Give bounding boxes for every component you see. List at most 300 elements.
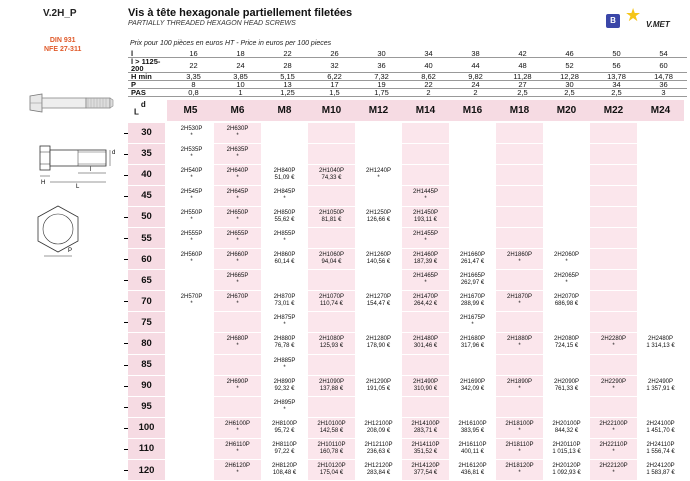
price-value: 1 556,74 € bbox=[646, 448, 675, 455]
article-code: 2H895P bbox=[273, 399, 296, 406]
price-value: * bbox=[377, 174, 380, 181]
article-code: 2H2065P bbox=[553, 273, 580, 280]
dimension-value: 34 bbox=[593, 81, 640, 89]
price-cell bbox=[496, 122, 543, 143]
dimension-value: 9,82 bbox=[452, 73, 499, 81]
size-header: M18 bbox=[496, 100, 543, 122]
price-value: 140,56 € bbox=[366, 259, 391, 266]
screw-dimension-drawing bbox=[28, 138, 120, 190]
article-code: 2H1240P bbox=[365, 167, 392, 174]
dimension-value: 24 bbox=[452, 81, 499, 89]
price-cell bbox=[402, 206, 449, 227]
article-code: 2H635P bbox=[226, 146, 249, 153]
dimension-value: 14,78 bbox=[640, 73, 687, 81]
price-cell bbox=[308, 417, 355, 438]
article-code: 2H14100P bbox=[411, 420, 440, 427]
article-code: 2H530P bbox=[180, 126, 203, 132]
price-value: * bbox=[236, 280, 239, 287]
dimension-value: 50 bbox=[593, 50, 640, 58]
price-cell bbox=[543, 333, 590, 354]
article-code: 2H18120P bbox=[505, 463, 534, 469]
price-cell bbox=[167, 143, 214, 164]
length-cell: 85 bbox=[128, 354, 167, 375]
dimension-value: 28 bbox=[264, 58, 311, 73]
article-code: 2H12110P bbox=[364, 441, 393, 448]
price-cell bbox=[402, 122, 449, 143]
article-code: 2H655P bbox=[226, 230, 249, 237]
article-code: 2H12120P bbox=[364, 463, 393, 469]
price-cell bbox=[402, 164, 449, 185]
price-cell bbox=[543, 270, 590, 291]
price-value: * bbox=[236, 385, 239, 392]
price-cell bbox=[214, 354, 261, 375]
price-cell bbox=[637, 375, 684, 396]
article-code: 2H18110P bbox=[505, 441, 534, 448]
price-cell bbox=[308, 333, 355, 354]
price-value: 1 015,13 € bbox=[552, 448, 581, 455]
price-value: * bbox=[612, 470, 615, 476]
length-cell: 55 bbox=[128, 227, 167, 248]
dimension-value: 30 bbox=[358, 50, 405, 58]
row-tick bbox=[124, 280, 128, 281]
price-cell bbox=[308, 354, 355, 375]
price-value: 686,98 € bbox=[554, 301, 579, 308]
size-header: M5 bbox=[167, 100, 214, 122]
price-value: 436,81 € bbox=[460, 470, 485, 476]
price-value: * bbox=[612, 448, 615, 455]
article-code: 2H1680P bbox=[459, 336, 486, 343]
dimensions-table bbox=[128, 50, 687, 97]
price-cell bbox=[543, 164, 590, 185]
price-cell bbox=[261, 333, 308, 354]
price-value: 76,78 € bbox=[274, 343, 295, 350]
length-cell: 80 bbox=[128, 333, 167, 354]
page-title: Vis à tête hexagonale partiellement filetées bbox=[128, 7, 353, 19]
price-value: 1 092,93 € bbox=[552, 470, 581, 476]
price-value: * bbox=[424, 195, 427, 202]
article-code: 2H24120P bbox=[646, 463, 675, 469]
price-cell bbox=[402, 291, 449, 312]
price-value: * bbox=[518, 301, 521, 308]
price-cell bbox=[214, 291, 261, 312]
article-code: 2H22100P bbox=[599, 420, 628, 427]
length-cell: 45 bbox=[128, 185, 167, 206]
article-code: 2H880P bbox=[273, 336, 296, 343]
dimension-value: 1,25 bbox=[264, 89, 311, 97]
table-row bbox=[128, 249, 684, 270]
article-code: 2H850P bbox=[273, 209, 296, 216]
dimension-value: 13 bbox=[264, 81, 311, 89]
article-code: 2H10100P bbox=[317, 420, 346, 427]
price-cell bbox=[496, 291, 543, 312]
price-cell bbox=[402, 354, 449, 375]
price-value: * bbox=[236, 470, 239, 476]
dimension-value: 32 bbox=[311, 58, 358, 73]
price-cell bbox=[308, 312, 355, 333]
price-cell bbox=[214, 122, 261, 143]
price-cell bbox=[308, 164, 355, 185]
price-value: 94,04 € bbox=[321, 259, 342, 266]
price-value: * bbox=[283, 364, 286, 371]
price-value: 351,52 € bbox=[413, 448, 438, 455]
price-cell bbox=[167, 354, 214, 375]
price-cell bbox=[496, 164, 543, 185]
price-cell bbox=[449, 227, 496, 248]
size-header: M20 bbox=[543, 100, 590, 122]
price-value: 95,72 € bbox=[274, 427, 295, 434]
price-cell bbox=[543, 312, 590, 333]
article-code: 2H14110P bbox=[411, 441, 440, 448]
article-code: 2H6110P bbox=[225, 441, 250, 448]
price-cell bbox=[590, 333, 637, 354]
price-cell bbox=[637, 206, 684, 227]
price-cell bbox=[261, 354, 308, 375]
dimension-value: 24 bbox=[217, 58, 264, 73]
dimension-label: l bbox=[128, 50, 170, 58]
article-code: 2H2070P bbox=[553, 294, 580, 301]
price-cell bbox=[308, 375, 355, 396]
price-cell bbox=[214, 249, 261, 270]
price-value: 73,01 € bbox=[274, 301, 295, 308]
price-value: 81,81 € bbox=[321, 216, 342, 223]
length-cell: 120 bbox=[128, 460, 167, 481]
article-code: 2H2490P bbox=[647, 378, 674, 385]
price-cell bbox=[261, 164, 308, 185]
price-cell bbox=[167, 375, 214, 396]
article-code: 2H690P bbox=[226, 378, 249, 385]
price-cell bbox=[214, 396, 261, 417]
price-cell bbox=[214, 227, 261, 248]
price-value: 126,66 € bbox=[366, 216, 391, 223]
article-code: 2H1490P bbox=[412, 378, 439, 385]
price-cell bbox=[308, 291, 355, 312]
price-cell bbox=[214, 270, 261, 291]
price-cell bbox=[308, 460, 355, 481]
price-cell bbox=[167, 206, 214, 227]
label-P: P bbox=[68, 248, 73, 254]
price-cell bbox=[496, 460, 543, 481]
dimension-value: 1,5 bbox=[311, 89, 358, 97]
dimension-row bbox=[128, 81, 687, 89]
price-value: * bbox=[236, 448, 239, 455]
dimension-value: 3 bbox=[640, 89, 687, 97]
dimension-value: 30 bbox=[546, 81, 593, 89]
article-code: 2H24100P bbox=[646, 420, 675, 427]
price-value: * bbox=[236, 343, 239, 350]
dimension-value: 44 bbox=[452, 58, 499, 73]
row-tick bbox=[124, 365, 128, 366]
article-code: 2H545P bbox=[180, 188, 203, 195]
price-cell bbox=[590, 185, 637, 206]
price-value: * bbox=[236, 301, 239, 308]
price-cell bbox=[496, 227, 543, 248]
dimension-value: 38 bbox=[452, 50, 499, 58]
price-cell bbox=[496, 354, 543, 375]
price-cell bbox=[308, 270, 355, 291]
dimension-value: 1 bbox=[217, 89, 264, 97]
price-value: * bbox=[518, 448, 521, 455]
price-value: * bbox=[612, 343, 615, 350]
price-cell bbox=[167, 333, 214, 354]
article-code: 2H6100P bbox=[224, 420, 251, 427]
price-cell bbox=[496, 249, 543, 270]
corner-d: d bbox=[140, 100, 146, 110]
article-code: 2H645P bbox=[226, 188, 249, 195]
price-value: 261,47 € bbox=[460, 259, 485, 266]
star-icon: ★ bbox=[625, 5, 642, 25]
price-cell bbox=[402, 333, 449, 354]
article-code: 2H8120P bbox=[271, 463, 298, 469]
price-cell bbox=[590, 164, 637, 185]
price-value: * bbox=[190, 237, 193, 244]
size-header: M8 bbox=[261, 100, 308, 122]
dimension-value: 27 bbox=[499, 81, 546, 89]
dimension-value: 7,32 bbox=[358, 73, 405, 81]
table-row bbox=[128, 333, 684, 354]
price-cell bbox=[167, 122, 214, 143]
price-cell bbox=[261, 312, 308, 333]
price-cell bbox=[261, 460, 308, 481]
price-value: 288,99 € bbox=[460, 301, 485, 308]
price-value: * bbox=[190, 133, 193, 139]
price-cell bbox=[449, 291, 496, 312]
price-cell bbox=[214, 312, 261, 333]
article-code: 2H24110P bbox=[646, 441, 675, 448]
price-cell bbox=[355, 185, 402, 206]
price-cell bbox=[402, 375, 449, 396]
price-cell bbox=[402, 396, 449, 417]
price-value: 55,62 € bbox=[274, 216, 295, 223]
dimension-value: 16 bbox=[170, 50, 217, 58]
label-H: H bbox=[41, 180, 46, 186]
price-cell bbox=[449, 122, 496, 143]
price-cell bbox=[637, 460, 684, 481]
length-cell: 60 bbox=[128, 249, 167, 270]
article-code: 2H16100P bbox=[458, 420, 487, 427]
dimension-value: 2,5 bbox=[546, 89, 593, 97]
price-value: * bbox=[518, 343, 521, 350]
size-header: M10 bbox=[308, 100, 355, 122]
row-tick bbox=[124, 154, 128, 155]
article-code: 2H1880P bbox=[506, 336, 533, 343]
dimension-label: H min bbox=[128, 73, 170, 81]
price-value: 60,14 € bbox=[274, 259, 295, 266]
article-code: 2H540P bbox=[180, 167, 203, 174]
row-tick bbox=[124, 301, 128, 302]
price-cell bbox=[355, 291, 402, 312]
price-cell bbox=[449, 460, 496, 481]
price-cell bbox=[543, 460, 590, 481]
price-cell bbox=[261, 417, 308, 438]
price-cell bbox=[496, 206, 543, 227]
article-code: 2H1090P bbox=[318, 378, 345, 385]
price-cell bbox=[402, 417, 449, 438]
price-cell bbox=[590, 438, 637, 459]
price-cell bbox=[449, 312, 496, 333]
price-value: 191,05 € bbox=[366, 385, 391, 392]
price-cell bbox=[261, 143, 308, 164]
price-value: 1 451,70 € bbox=[646, 427, 675, 434]
row-tick bbox=[124, 386, 128, 387]
price-cell bbox=[543, 227, 590, 248]
price-cell bbox=[543, 396, 590, 417]
row-tick bbox=[124, 175, 128, 176]
price-value: * bbox=[612, 427, 615, 434]
dimension-value: 3,35 bbox=[170, 73, 217, 81]
price-cell bbox=[355, 164, 402, 185]
price-cell bbox=[496, 438, 543, 459]
dimension-value: 56 bbox=[593, 58, 640, 73]
length-cell: 35 bbox=[128, 143, 167, 164]
price-cell bbox=[402, 227, 449, 248]
article-code: 2H840P bbox=[273, 167, 296, 174]
row-tick bbox=[124, 133, 128, 134]
price-value: 264,42 € bbox=[413, 301, 438, 308]
table-row bbox=[128, 164, 684, 185]
price-cell bbox=[449, 375, 496, 396]
price-cell bbox=[543, 185, 590, 206]
dimension-value: 8 bbox=[170, 81, 217, 89]
article-code: 2H570P bbox=[180, 294, 203, 301]
dimension-value: 12,28 bbox=[546, 73, 593, 81]
article-code: 2H20110P bbox=[552, 441, 581, 448]
price-cell bbox=[637, 164, 684, 185]
size-header: M6 bbox=[214, 100, 261, 122]
price-value: * bbox=[236, 216, 239, 223]
price-cell bbox=[308, 143, 355, 164]
dimension-value: 3,85 bbox=[217, 73, 264, 81]
price-cell bbox=[167, 396, 214, 417]
price-cell bbox=[355, 312, 402, 333]
price-value: * bbox=[236, 195, 239, 202]
price-cell bbox=[261, 227, 308, 248]
dimension-label: P bbox=[128, 81, 170, 89]
price-cell bbox=[590, 122, 637, 143]
price-value: 400,11 € bbox=[461, 448, 484, 455]
price-cell bbox=[402, 438, 449, 459]
price-value: 160,78 € bbox=[319, 448, 344, 455]
article-code: 2H875P bbox=[273, 315, 296, 322]
article-code: 2H1080P bbox=[318, 336, 345, 343]
price-value: 178,90 € bbox=[366, 343, 391, 350]
price-cell bbox=[261, 122, 308, 143]
price-cell bbox=[402, 143, 449, 164]
article-code: 2H2480P bbox=[647, 336, 674, 343]
dimension-value: 0,8 bbox=[170, 89, 217, 97]
price-cell bbox=[637, 227, 684, 248]
price-cell bbox=[543, 291, 590, 312]
price-cell bbox=[261, 291, 308, 312]
price-value: 262,97 € bbox=[460, 280, 485, 287]
price-value: 301,46 € bbox=[413, 343, 438, 350]
length-cell: 95 bbox=[128, 396, 167, 417]
article-code: 2H1060P bbox=[318, 252, 345, 259]
table-row bbox=[128, 270, 684, 291]
dimension-value: 26 bbox=[311, 50, 358, 58]
price-value: 110,74 € bbox=[320, 301, 343, 308]
price-cell bbox=[167, 227, 214, 248]
article-code: 2H8100P bbox=[271, 420, 298, 427]
article-code: 2H1270P bbox=[365, 294, 392, 301]
price-value: 137,88 € bbox=[319, 385, 344, 392]
price-value: * bbox=[190, 153, 193, 160]
price-cell bbox=[402, 185, 449, 206]
price-cell bbox=[308, 206, 355, 227]
dimension-value: 36 bbox=[358, 58, 405, 73]
article-code: 2H855P bbox=[273, 230, 296, 237]
dimension-value: 2 bbox=[452, 89, 499, 97]
price-cell bbox=[590, 270, 637, 291]
price-cell bbox=[402, 460, 449, 481]
price-value: 1 314,13 € bbox=[646, 343, 675, 350]
label-L: L bbox=[76, 184, 80, 190]
article-code: 2H10120P bbox=[317, 463, 346, 469]
dimension-label: PAS bbox=[128, 89, 170, 97]
price-cell bbox=[543, 354, 590, 375]
length-cell: 50 bbox=[128, 206, 167, 227]
price-value: 175,04 € bbox=[319, 470, 344, 476]
price-cell bbox=[355, 460, 402, 481]
nfe-standard: NFE 27-311 bbox=[44, 46, 82, 53]
article-code: 2H1860P bbox=[506, 252, 533, 259]
price-value: * bbox=[236, 259, 239, 266]
price-value: * bbox=[236, 153, 239, 160]
dimension-value: 48 bbox=[499, 58, 546, 73]
price-value: * bbox=[424, 237, 427, 244]
dimension-row bbox=[128, 50, 687, 58]
dimension-value: 22 bbox=[405, 81, 452, 89]
price-value: * bbox=[190, 195, 193, 202]
price-value: * bbox=[236, 237, 239, 244]
price-cell bbox=[543, 249, 590, 270]
dimension-value: 8,62 bbox=[405, 73, 452, 81]
price-cell bbox=[496, 143, 543, 164]
price-cell bbox=[308, 438, 355, 459]
row-tick bbox=[124, 407, 128, 408]
price-value: * bbox=[190, 174, 193, 181]
price-value: 154,47 € bbox=[366, 301, 391, 308]
article-code: 2H1670P bbox=[459, 294, 486, 301]
row-tick bbox=[124, 428, 128, 429]
price-cell bbox=[261, 396, 308, 417]
dimension-value: 13,78 bbox=[593, 73, 640, 81]
row-tick bbox=[124, 449, 128, 450]
article-code: 2H1450P bbox=[412, 209, 439, 216]
article-code: 2H1460P bbox=[412, 252, 439, 259]
price-cell bbox=[167, 417, 214, 438]
article-code: 2H2080P bbox=[553, 336, 580, 343]
price-cell bbox=[167, 249, 214, 270]
price-value: 125,93 € bbox=[319, 343, 344, 350]
price-cell bbox=[543, 417, 590, 438]
article-code: 2H1250P bbox=[365, 209, 392, 216]
price-cell bbox=[449, 143, 496, 164]
price-cell bbox=[637, 396, 684, 417]
row-tick bbox=[124, 238, 128, 239]
price-cell bbox=[590, 417, 637, 438]
table-row bbox=[128, 143, 684, 164]
article-code: 2H1480P bbox=[412, 336, 439, 343]
price-cell bbox=[402, 312, 449, 333]
price-value: 92,32 € bbox=[274, 385, 295, 392]
price-value: 724,15 € bbox=[554, 343, 579, 350]
article-code: 2H1260P bbox=[365, 252, 392, 259]
row-tick bbox=[124, 217, 128, 218]
size-header: M16 bbox=[449, 100, 496, 122]
price-value: * bbox=[190, 259, 193, 266]
article-code: 2H680P bbox=[226, 336, 249, 343]
price-value: * bbox=[518, 470, 521, 476]
